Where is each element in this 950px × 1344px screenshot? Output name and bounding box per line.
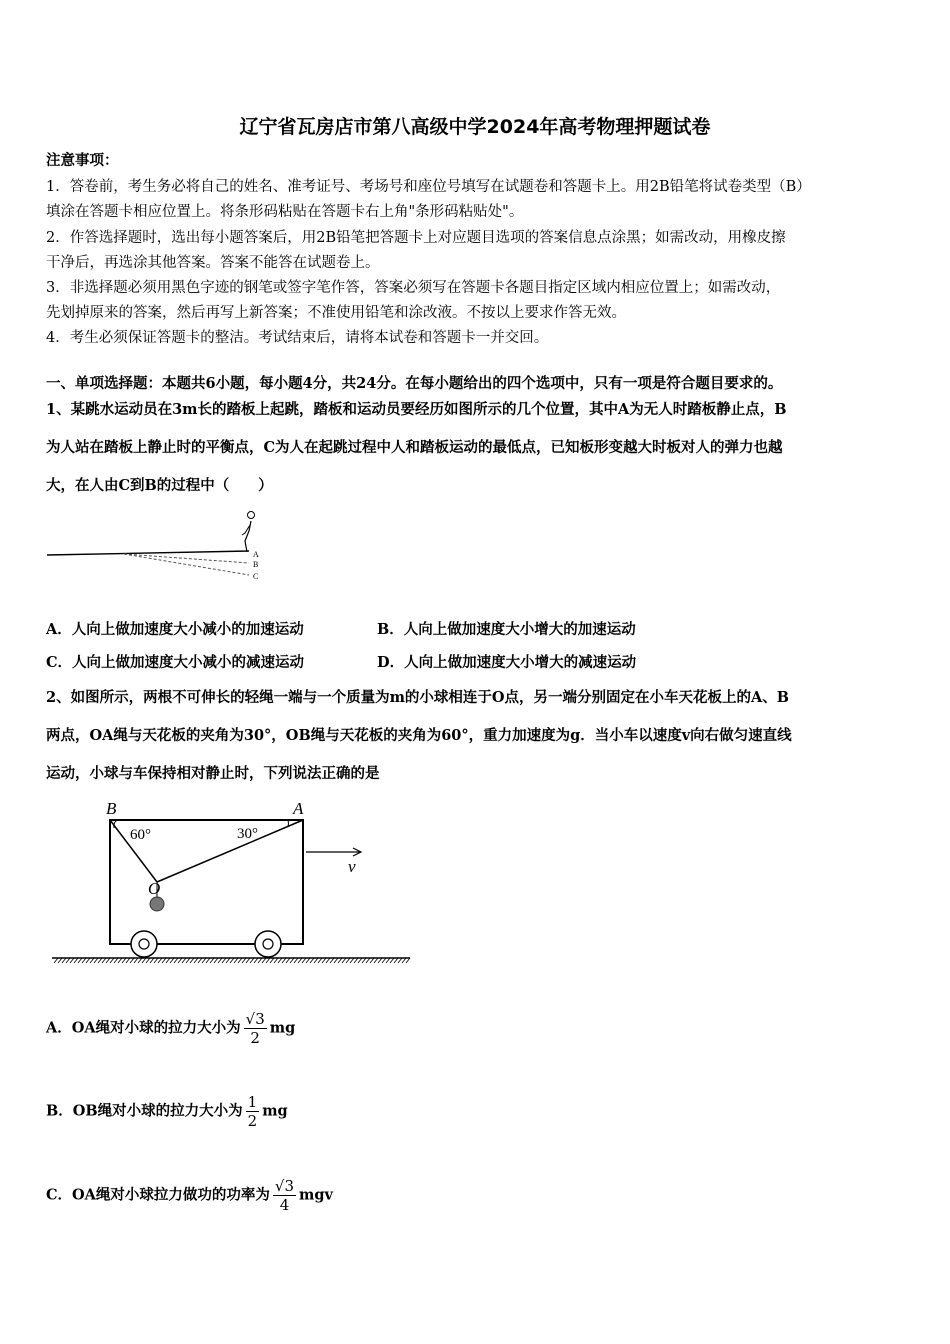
notice-line: 1．答卷前，考生务必将自己的姓名、准考证号、考场号和座位号填写在试题卷和答题卡上。用2B铅笔将试卷类型（B） <box>46 179 811 195</box>
label-a: A <box>293 799 304 818</box>
option-a-unit: mg <box>269 1019 296 1037</box>
label-o: O <box>148 879 161 898</box>
option-b-text: B．OB绳对小球的拉力大小为 <box>46 1102 243 1120</box>
figure-label-c: C <box>253 572 259 581</box>
angle-60-label: 60° <box>130 827 151 843</box>
page-title: 辽宁省瓦房店市第八高级中学2024年高考物理押题试卷 <box>239 116 711 138</box>
question-2-text: 2、如图所示，两根不可伸长的轻绳一端与一个质量为m的小球相连于O点，另一端分别固定在小车天花板上的A、B <box>46 689 790 706</box>
fraction-numerator: √3 <box>274 1177 295 1195</box>
fraction-numerator: 1 <box>247 1093 258 1111</box>
option-a-text: A．OA绳对小球的拉力大小为 <box>46 1019 241 1037</box>
diving-board-figure <box>44 505 274 585</box>
angle-30-label: 30° <box>237 826 258 842</box>
question-2-text: 两点，OA绳与天花板的夹角为30°，OB绳与天花板的夹角为60°，重力加速度为g．当小车以速度v向右做匀速直线 <box>46 727 792 744</box>
question-1-text: 为人站在踏板上静止时的平衡点，C为人在起跳过程中人和踏板运动的最低点，已知板形变越大时板对人的弹力也越 <box>46 439 783 456</box>
question-2-text: 运动，小球与车保持相对静止时，下列说法正确的是 <box>46 765 380 782</box>
section-heading: 一、单项选择题：本题共6小题，每小题4分，共24分。在每小题给出的四个选项中，只有一项是符合题目要求的。 <box>46 375 783 392</box>
fraction <box>246 1093 260 1130</box>
figure-label-a: A <box>253 550 259 559</box>
fraction <box>273 1177 296 1214</box>
option-a: A．人向上做加速度大小减小的加速运动 <box>46 621 304 638</box>
notice-line: 填涂在答题卡相应位置上。将条形码粘贴在答题卡右上角"条形码粘贴处"。 <box>46 204 524 220</box>
notice-line: 3．非选择题必须用黑色字迹的钢笔或签字笔作答，答案必须写在答题卡各题目指定区域内相应位置上；如需改动， <box>46 280 781 296</box>
notice-line: 2．作答选择题时，选出每小题答案后，用2B铅笔把答题卡上对应题目选项的答案信息点涂黑；如需改动，用橡皮擦 <box>46 230 786 246</box>
option-b: B．人向上做加速度大小增大的加速运动 <box>377 621 636 638</box>
question-1-text: 大，在人由C到B的过程中（ ） <box>46 477 273 494</box>
fraction-numerator: √3 <box>245 1010 265 1028</box>
option-c-text: C．OA绳对小球拉力做功的功率为 <box>46 1186 270 1204</box>
notice-heading: 注意事项： <box>46 152 119 169</box>
option-b-unit: mg <box>262 1102 288 1120</box>
option-a <box>46 1010 295 1047</box>
velocity-label: v <box>348 857 356 876</box>
option-c-unit: mgv <box>299 1186 333 1204</box>
fraction <box>244 1010 267 1047</box>
notice-line: 干净后，再选涂其他答案。答案不能答在试题卷上。 <box>46 255 380 271</box>
option-c <box>46 1177 333 1214</box>
option-d: D．人向上做加速度大小增大的减速运动 <box>377 654 637 671</box>
label-b: B <box>106 799 117 818</box>
fraction-denominator: 4 <box>279 1196 290 1214</box>
fraction-denominator: 2 <box>247 1112 258 1130</box>
notice-line: 4．考生必须保证答题卡的整洁。考试结束后，请将本试卷和答题卡一并交回。 <box>46 330 549 346</box>
question-1-text: 1、某跳水运动员在3m长的踏板上起跳，踏板和运动员要经历如图所示的几个位置，其中A为无人时踏板静止点，B <box>46 401 787 418</box>
fraction-denominator: 2 <box>250 1029 260 1047</box>
notice-line: 先划掉原来的答案，然后再写上新答案；不准使用铅笔和涂改液。不按以上要求作答无效。 <box>46 305 626 321</box>
cart-figure <box>50 796 420 971</box>
figure-label-b: B <box>253 560 259 569</box>
option-b <box>46 1093 288 1130</box>
option-c: C．人向上做加速度大小减小的减速运动 <box>46 654 305 671</box>
